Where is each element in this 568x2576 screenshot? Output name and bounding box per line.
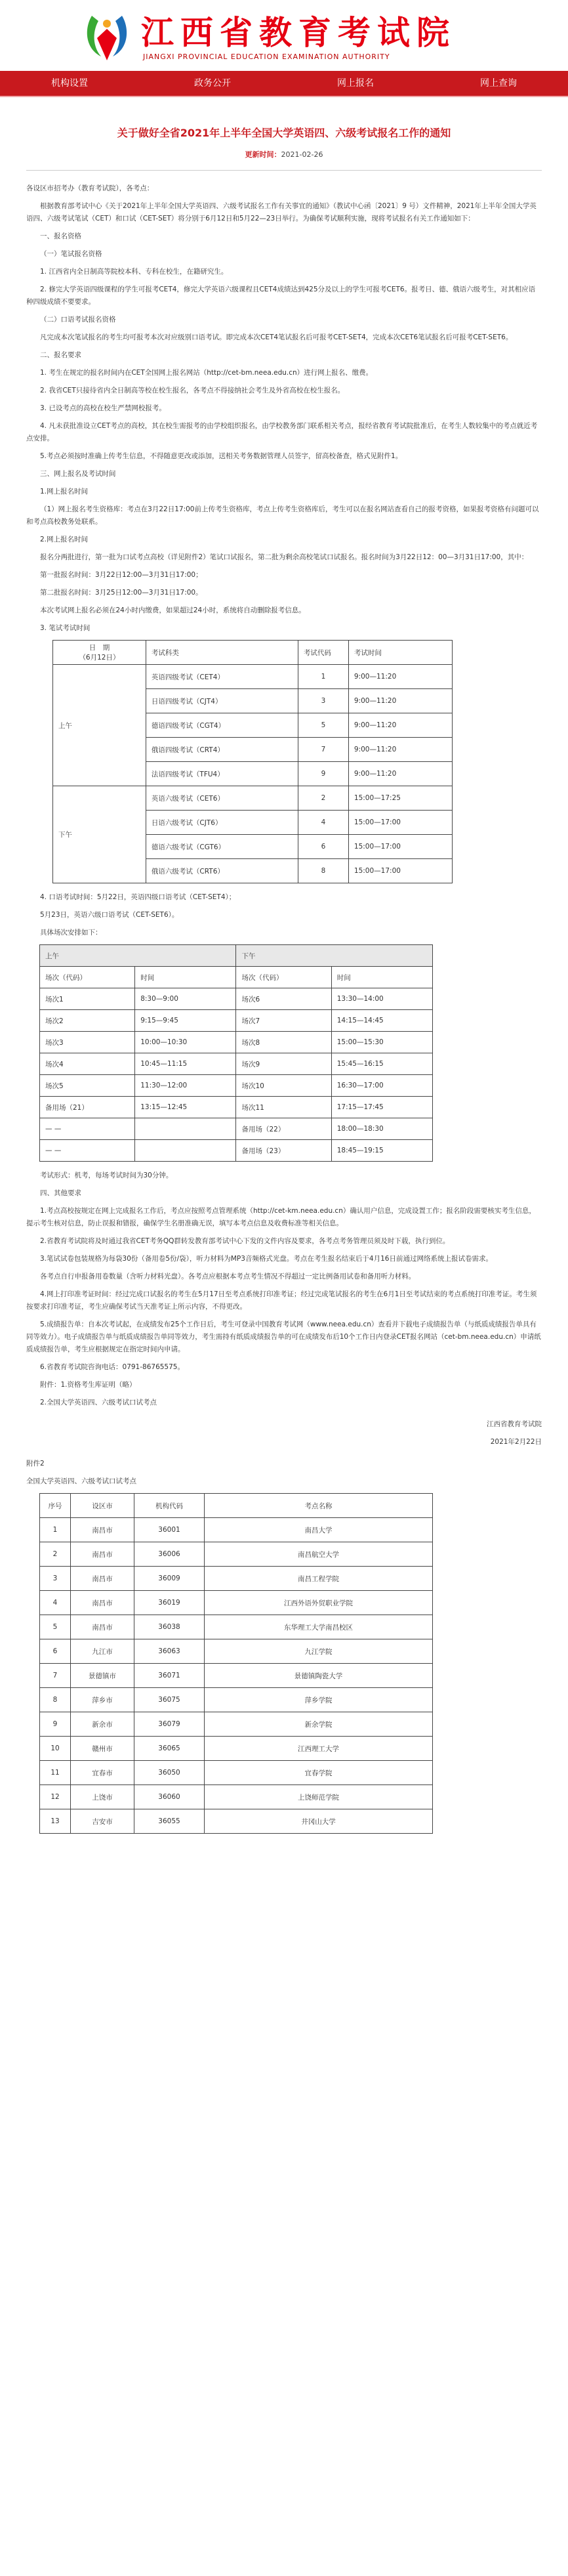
table-row (40, 1785, 433, 1809)
table-cell: 6 (40, 1639, 71, 1664)
paragraph: 1. 考生在规定的报名时间内在CET全国网上报名网站（http://cet-bm.neea.edu.cn）进行网上报名、缴费。 (40, 369, 373, 377)
table-row (40, 988, 433, 1010)
oral-venue-rows (40, 1518, 433, 1834)
subsection-heading: 3. 笔试考试时间 (40, 624, 91, 632)
attachment-label: 附件： (40, 1381, 61, 1389)
nav-item-public[interactable]: 政务公开 (194, 78, 231, 89)
table-cell: 宜春学院 (205, 1761, 433, 1785)
table-cell: 18:45—19:15 (331, 1140, 432, 1162)
table-row (53, 665, 453, 689)
signature-org: 江西省教育考试院 (487, 1420, 542, 1428)
table-cell: 11 (40, 1761, 71, 1785)
table-cell: 15:45—16:15 (331, 1053, 432, 1075)
table-cell: 上饶市 (71, 1785, 134, 1809)
paragraph: 5.成绩报告单：自本次考试起，在成绩发布25个工作日后，考生可登录中国教育考试网（www.neea.edu.cn）查看并下载电子成绩报告单（与纸质成绩报告单具有同等效力）。电子成绩报告单与纸质成绩报告单同等效力，考生需持有纸质成绩报告单的可在成绩发布后10个工作日内登录CET报名网站（cet-bm.neea.edu.cn）申请纸质成绩报告单，考生应根据规定在指定时间内申请。 (26, 1320, 541, 1353)
paragraph: 各考点自行申报备用卷数量（含听力材料光盘）。各考点应根据本考点考生情况不得超过一定比例备用试卷和备用听力材料。 (40, 1273, 416, 1280)
table-cell: 新余学院 (205, 1712, 433, 1737)
table-cell: 南昌市 (71, 1567, 134, 1591)
table-cell: 12 (40, 1785, 71, 1809)
table-cell: 15:00—17:00 (348, 859, 452, 883)
table-row (40, 1140, 433, 1162)
table-cell: 场次11 (236, 1097, 331, 1118)
table-cell: 南昌市 (71, 1518, 134, 1542)
table-cell: 9:00—11:20 (348, 665, 452, 689)
table-row (40, 1118, 433, 1140)
paragraph: 2. 修完大学英语四级课程的学生可报考CET4，修完大学英语六级课程且CET4成绩达到425分及以上的学生可报考CET6。报考日、德、俄语六级考生，对其相应语种四级成绩不要要求。 (26, 285, 536, 306)
table-cell: 9:00—11:20 (348, 738, 452, 762)
table-row (40, 1737, 433, 1761)
table-row (53, 786, 453, 811)
corner-date-value: （6月12日） (79, 654, 120, 662)
table-cell: 南昌大学 (205, 1518, 433, 1542)
oral-exam-table (39, 944, 433, 1162)
table-cell: 场次2 (40, 1010, 135, 1032)
subsection-heading: （二）口语考试报名资格 (40, 316, 116, 324)
paragraph: 报名分两批进行，第一批为口试考点高校（详见附件2）笔试口试报名，第二批为剩余高校笔试口试报名。报名时间为3月22日12：00—3月31日17:00，其中： (40, 553, 529, 561)
table-row (40, 1591, 433, 1615)
table-cell: 36001 (134, 1518, 205, 1542)
table-header: 场次（代码） (40, 967, 135, 988)
table-cell: 36050 (134, 1761, 205, 1785)
table-cell: 备用场（22） (236, 1118, 331, 1140)
table-cell: 南昌航空大学 (205, 1542, 433, 1567)
table-cell: 15:00—15:30 (331, 1032, 432, 1053)
table-cell: 36006 (134, 1542, 205, 1567)
table-header: 考试科类 (146, 641, 298, 665)
table-cell: 场次7 (236, 1010, 331, 1032)
table-cell: 3 (298, 689, 348, 713)
table-cell: 9 (298, 762, 348, 786)
table-cell: 东华理工大学南昌校区 (205, 1615, 433, 1639)
table-cell: 2 (40, 1542, 71, 1567)
paragraph: 5.考点必须按时准确上传考生信息，不得随意更改或添加，送相关考务数据管理人员签字，留高校备查，格式见附件1。 (40, 452, 403, 460)
table-cell: 俄语四级考试（CRT4） (146, 738, 298, 762)
paragraph: 3. 已设考点的高校在校生严禁网校报考。 (40, 404, 166, 412)
table-header: 时间 (331, 967, 432, 988)
paragraph: 6.省教育考试院咨询电话：0791-86765575。 (40, 1363, 184, 1371)
table-header: 考试时间 (348, 641, 452, 665)
table-cell: 13 (40, 1809, 71, 1834)
table-cell: 9:00—11:20 (348, 689, 452, 713)
table-cell (135, 1118, 236, 1140)
update-date: 2021-02-26 (281, 150, 323, 159)
table-row (40, 1032, 433, 1053)
table-row (40, 1567, 433, 1591)
table-cell: — — (40, 1118, 135, 1140)
table-row (40, 1097, 433, 1118)
section-heading: 一、报名资格 (40, 232, 81, 240)
table-row (40, 1542, 433, 1567)
table-cell: 德语四级考试（CGT4） (146, 713, 298, 738)
table-cell: 7 (40, 1664, 71, 1688)
table-cell: 36079 (134, 1712, 205, 1737)
table-cell: 2 (298, 786, 348, 811)
written-exam-table (52, 640, 453, 883)
table-cell: 36063 (134, 1639, 205, 1664)
table-cell: 吉安市 (71, 1809, 134, 1834)
table-cell: 1 (298, 665, 348, 689)
nav-divider (0, 96, 568, 97)
table-cell: 法语四级考试（TFU4） (146, 762, 298, 786)
paragraph: 第一批报名时间：3月22日12:00—3月31日17:00； (40, 571, 203, 579)
table-cell: 九江学院 (205, 1639, 433, 1664)
paragraph: 考试形式：机考，每场考试时间为30分钟。 (40, 1172, 173, 1179)
paragraph: 1. 江西省内全日制高等院校本科、专科在校生，在籍研究生。 (40, 268, 228, 276)
table-cell: 场次1 (40, 988, 135, 1010)
table-cell: 萍乡市 (71, 1688, 134, 1712)
table-cell: 备用场（23） (236, 1140, 331, 1162)
band-morning: 上午 (40, 945, 236, 967)
paragraph (26, 1379, 542, 1391)
table-cell: 日语四级考试（CJT4） (146, 689, 298, 713)
oral-venue-table (39, 1493, 433, 1834)
table-cell: 场次9 (236, 1053, 331, 1075)
section-heading: 四、其他要求 (40, 1189, 81, 1197)
table-cell: 南昌工程学院 (205, 1567, 433, 1591)
table-cell: 13:30—14:00 (331, 988, 432, 1010)
table-cell: 4 (40, 1591, 71, 1615)
table-cell: 井冈山大学 (205, 1809, 433, 1834)
table-header: 考试代码 (298, 641, 348, 665)
paragraph: 凡完成本次笔试报名的考生均可报考本次对应级别口语考试。即完成本次CET4笔试报名后可报考CET-SET4，完成本次CET6笔试报名后可报考CET-SET6。 (40, 333, 513, 341)
table-corner (53, 641, 146, 665)
table-header: 设区市 (71, 1494, 134, 1518)
paragraph: 3.笔试试卷包装规格为每袋30份（备用卷5份/袋），听力材料为MP3音频格式光盘。考点在考生报名结束后于4月16日前通过网络系统上报试卷需求。 (40, 1255, 493, 1263)
table-row (40, 1518, 433, 1542)
appendix-caption: 全国大学英语四、六级考试口试考点 (26, 1477, 136, 1485)
site-header (0, 0, 568, 71)
nav-item-register[interactable]: 网上报名 (337, 78, 374, 89)
paragraph: 本次考试网上报名必须在24小时内缴费，如果超过24小时，系统将自动删除报考信息。 (40, 606, 306, 614)
paragraph: 第二批报名时间：3月25日12:00—3月31日17:00。 (40, 589, 203, 597)
table-cell: 4 (298, 811, 348, 835)
table-cell: 南昌市 (71, 1542, 134, 1567)
table-cell: 9:15—9:45 (135, 1010, 236, 1032)
table-row (40, 1615, 433, 1639)
table-cell: 36038 (134, 1615, 205, 1639)
table-cell (135, 1140, 236, 1162)
band-afternoon: 下午 (236, 945, 433, 967)
section-heading: 二、报名要求 (40, 351, 81, 359)
table-cell: 36065 (134, 1737, 205, 1761)
table-cell: 15:00—17:00 (348, 835, 452, 859)
table-cell: 8 (40, 1688, 71, 1712)
table-cell: 英语四级考试（CET4） (146, 665, 298, 689)
subsection-heading: 2.网上报名时间 (40, 536, 89, 543)
table-header: 序号 (40, 1494, 71, 1518)
article-title: 关于做好全省2021年上半年全国大学英语四、六级考试报名工作的通知 (117, 127, 451, 139)
table-header: 机构代码 (134, 1494, 205, 1518)
update-label: 更新时间： (245, 150, 281, 159)
section-heading: 三、网上报名及考试时间 (40, 470, 116, 478)
table-cell: 10:00—10:30 (135, 1032, 236, 1053)
subsection-heading: 1.网上报名时间 (40, 488, 89, 496)
table-cell: 36060 (134, 1785, 205, 1809)
table-cell: 5 (298, 713, 348, 738)
paragraph: 2. 我省CET只接待省内全日制高等校在校生报名，各考点不得接纳社会考生及外省高校在校生报名。 (40, 387, 345, 394)
oral-exam-rows (40, 988, 433, 1162)
written-exam-rows (53, 665, 453, 883)
table-cell: 备用场（21） (40, 1097, 135, 1118)
site-subtitle: JIANGXI PROVINCIAL EDUCATION EXAMINATION AUTHORITY (143, 53, 390, 61)
subsection-heading: （一）笔试报名资格 (40, 250, 102, 258)
table-cell: 日语六级考试（CJT6） (146, 811, 298, 835)
divider (26, 170, 542, 171)
table-row (40, 1809, 433, 1834)
paragraph: 根据教育部考试中心《关于2021年上半年全国大学英语四、六级考试报名工作有关事宜的通知》（教试中心函〔2021〕9 号）文件精神，2021年上半年全国大学英语四、六级考试笔试（CET）和口试（CET-SET）将分别于6月12日和5月22—23日举行。为确保考试顺利实施，现将考试报名有关工作通知如下： (26, 202, 537, 222)
table-cell: — — (40, 1140, 135, 1162)
article (0, 125, 568, 1834)
table-cell: 11:30—12:00 (135, 1075, 236, 1097)
main-nav (0, 71, 568, 96)
corner-date-label: 日 期 (89, 644, 110, 652)
table-cell: 9:00—11:20 (348, 713, 452, 738)
table-cell: 8 (298, 859, 348, 883)
table-cell: 17:15—17:45 (331, 1097, 432, 1118)
table-cell: 5 (40, 1615, 71, 1639)
table-row (40, 1053, 433, 1075)
nav-item-query[interactable]: 网上查询 (480, 78, 517, 89)
table-cell: 江西理工大学 (205, 1737, 433, 1761)
table-row (40, 1761, 433, 1785)
table-cell: 新余市 (71, 1712, 134, 1737)
table-cell: 15:00—17:25 (348, 786, 452, 811)
table-cell: 南昌市 (71, 1615, 134, 1639)
session-label: 下午 (53, 786, 146, 883)
logo-icon[interactable] (79, 9, 135, 64)
table-cell: 场次5 (40, 1075, 135, 1097)
paragraph: 5月23日，英语六级口语考试（CET-SET6）。 (40, 911, 179, 919)
table-cell: 36009 (134, 1567, 205, 1591)
table-header: 场次（代码） (236, 967, 331, 988)
paragraph: 2.省教育考试院将及时通过我省CET考务QQ群转发教育部考试中心下发的文件内容及要求，各考点考务管理员须及时下载，执行到位。 (40, 1237, 450, 1245)
paragraph: 4. 口语考试时间：5月22日，英语四级口语考试（CET-SET4）； (40, 893, 236, 901)
greeting: 各设区市招考办（教育考试院），各考点： (26, 184, 154, 192)
table-cell: 10 (40, 1737, 71, 1761)
table-cell: 场次8 (236, 1032, 331, 1053)
paragraph: 1.考点高校按规定在网上完成报名工作后，考点应按照考点管理系统（http://cet-km.neea.edu.cn）确认用户信息，完成设置工作；报名阶段需要核实考生信息，提示考生核对信息，防止误报和错报，确保学生名册准确无误，填写本考点信息及收费标准等相关信息。 (26, 1207, 536, 1227)
table-cell: 3 (40, 1567, 71, 1591)
table-cell: 1 (40, 1518, 71, 1542)
table-cell: 18:00—18:30 (331, 1118, 432, 1140)
table-cell: 9 (40, 1712, 71, 1737)
table-cell: 英语六级考试（CET6） (146, 786, 298, 811)
table-cell: 8:30—9:00 (135, 988, 236, 1010)
table-cell: 宜春市 (71, 1761, 134, 1785)
table-row (40, 1639, 433, 1664)
appendix-title: 附件2 (26, 1460, 45, 1467)
table-cell: 10:45—11:15 (135, 1053, 236, 1075)
paragraph: 具体场次安排如下： (40, 929, 102, 937)
table-cell: 南昌市 (71, 1591, 134, 1615)
table-cell: 7 (298, 738, 348, 762)
table-header: 时间 (135, 967, 236, 988)
table-cell: 萍乡学院 (205, 1688, 433, 1712)
attachment-1[interactable]: 1.资格考生库证明（略） (60, 1381, 136, 1389)
table-cell: 赣州市 (71, 1737, 134, 1761)
table-row (40, 1688, 433, 1712)
site-title[interactable]: 江西省教育考试院 (141, 13, 456, 52)
table-cell: 15:00—17:00 (348, 811, 452, 835)
table-cell: 俄语六级考试（CRT6） (146, 859, 298, 883)
table-row (40, 1712, 433, 1737)
table-cell: 景德镇陶瓷大学 (205, 1664, 433, 1688)
paragraph: （1）网上报名考生资格库：考点在3月22日17:00前上传考生资格库，考点上传考生资格库后，考生可以在报名网站查看自己的报考资格，如果报考资格有问题可以和考点高校教务处联系。 (26, 505, 539, 526)
signature-date: 2021年2月22日 (490, 1438, 542, 1446)
table-cell: 场次10 (236, 1075, 331, 1097)
table-cell: 上饶师范学院 (205, 1785, 433, 1809)
table-row (40, 1075, 433, 1097)
attachment-2[interactable]: 2.全国大学英语四、六级考试口试考点 (40, 1399, 157, 1406)
table-row (40, 1010, 433, 1032)
table-cell: 6 (298, 835, 348, 859)
nav-item-org[interactable]: 机构设置 (51, 78, 88, 89)
table-cell: 江西外语外贸职业学院 (205, 1591, 433, 1615)
table-cell: 景德镇市 (71, 1664, 134, 1688)
article-meta (26, 149, 542, 159)
table-cell: 场次4 (40, 1053, 135, 1075)
table-cell: 16:30—17:00 (331, 1075, 432, 1097)
table-cell: 场次6 (236, 988, 331, 1010)
paragraph: 4. 凡未获批准设立CET考点的高校，其在校生需报考的由学校组织报名，由学校教务部门联系相关考点，报经省教育考试院批准后，在考生人数较集中的考点就近考点安排。 (26, 422, 538, 442)
table-cell: 36075 (134, 1688, 205, 1712)
session-label: 上午 (53, 665, 146, 786)
table-cell: 13:15—12:45 (135, 1097, 236, 1118)
table-row (40, 1664, 433, 1688)
table-cell: 九江市 (71, 1639, 134, 1664)
table-cell: 9:00—11:20 (348, 762, 452, 786)
table-cell: 36055 (134, 1809, 205, 1834)
table-cell: 36071 (134, 1664, 205, 1688)
table-cell: 德语六级考试（CGT6） (146, 835, 298, 859)
table-cell: 14:15—14:45 (331, 1010, 432, 1032)
table-cell: 场次3 (40, 1032, 135, 1053)
table-cell: 36019 (134, 1591, 205, 1615)
paragraph: 4.网上打印准考证时间：经过完成口试报名的考生在5月17日至考点系统打印准考证；经过完成笔试报名的考生在6月1日至考试结束的考点系统打印准考证。考生须按要求打印准考证，考生应确保考试当天准考证上所示内容，不得更改。 (26, 1290, 537, 1311)
table-header: 考点名称 (205, 1494, 433, 1518)
